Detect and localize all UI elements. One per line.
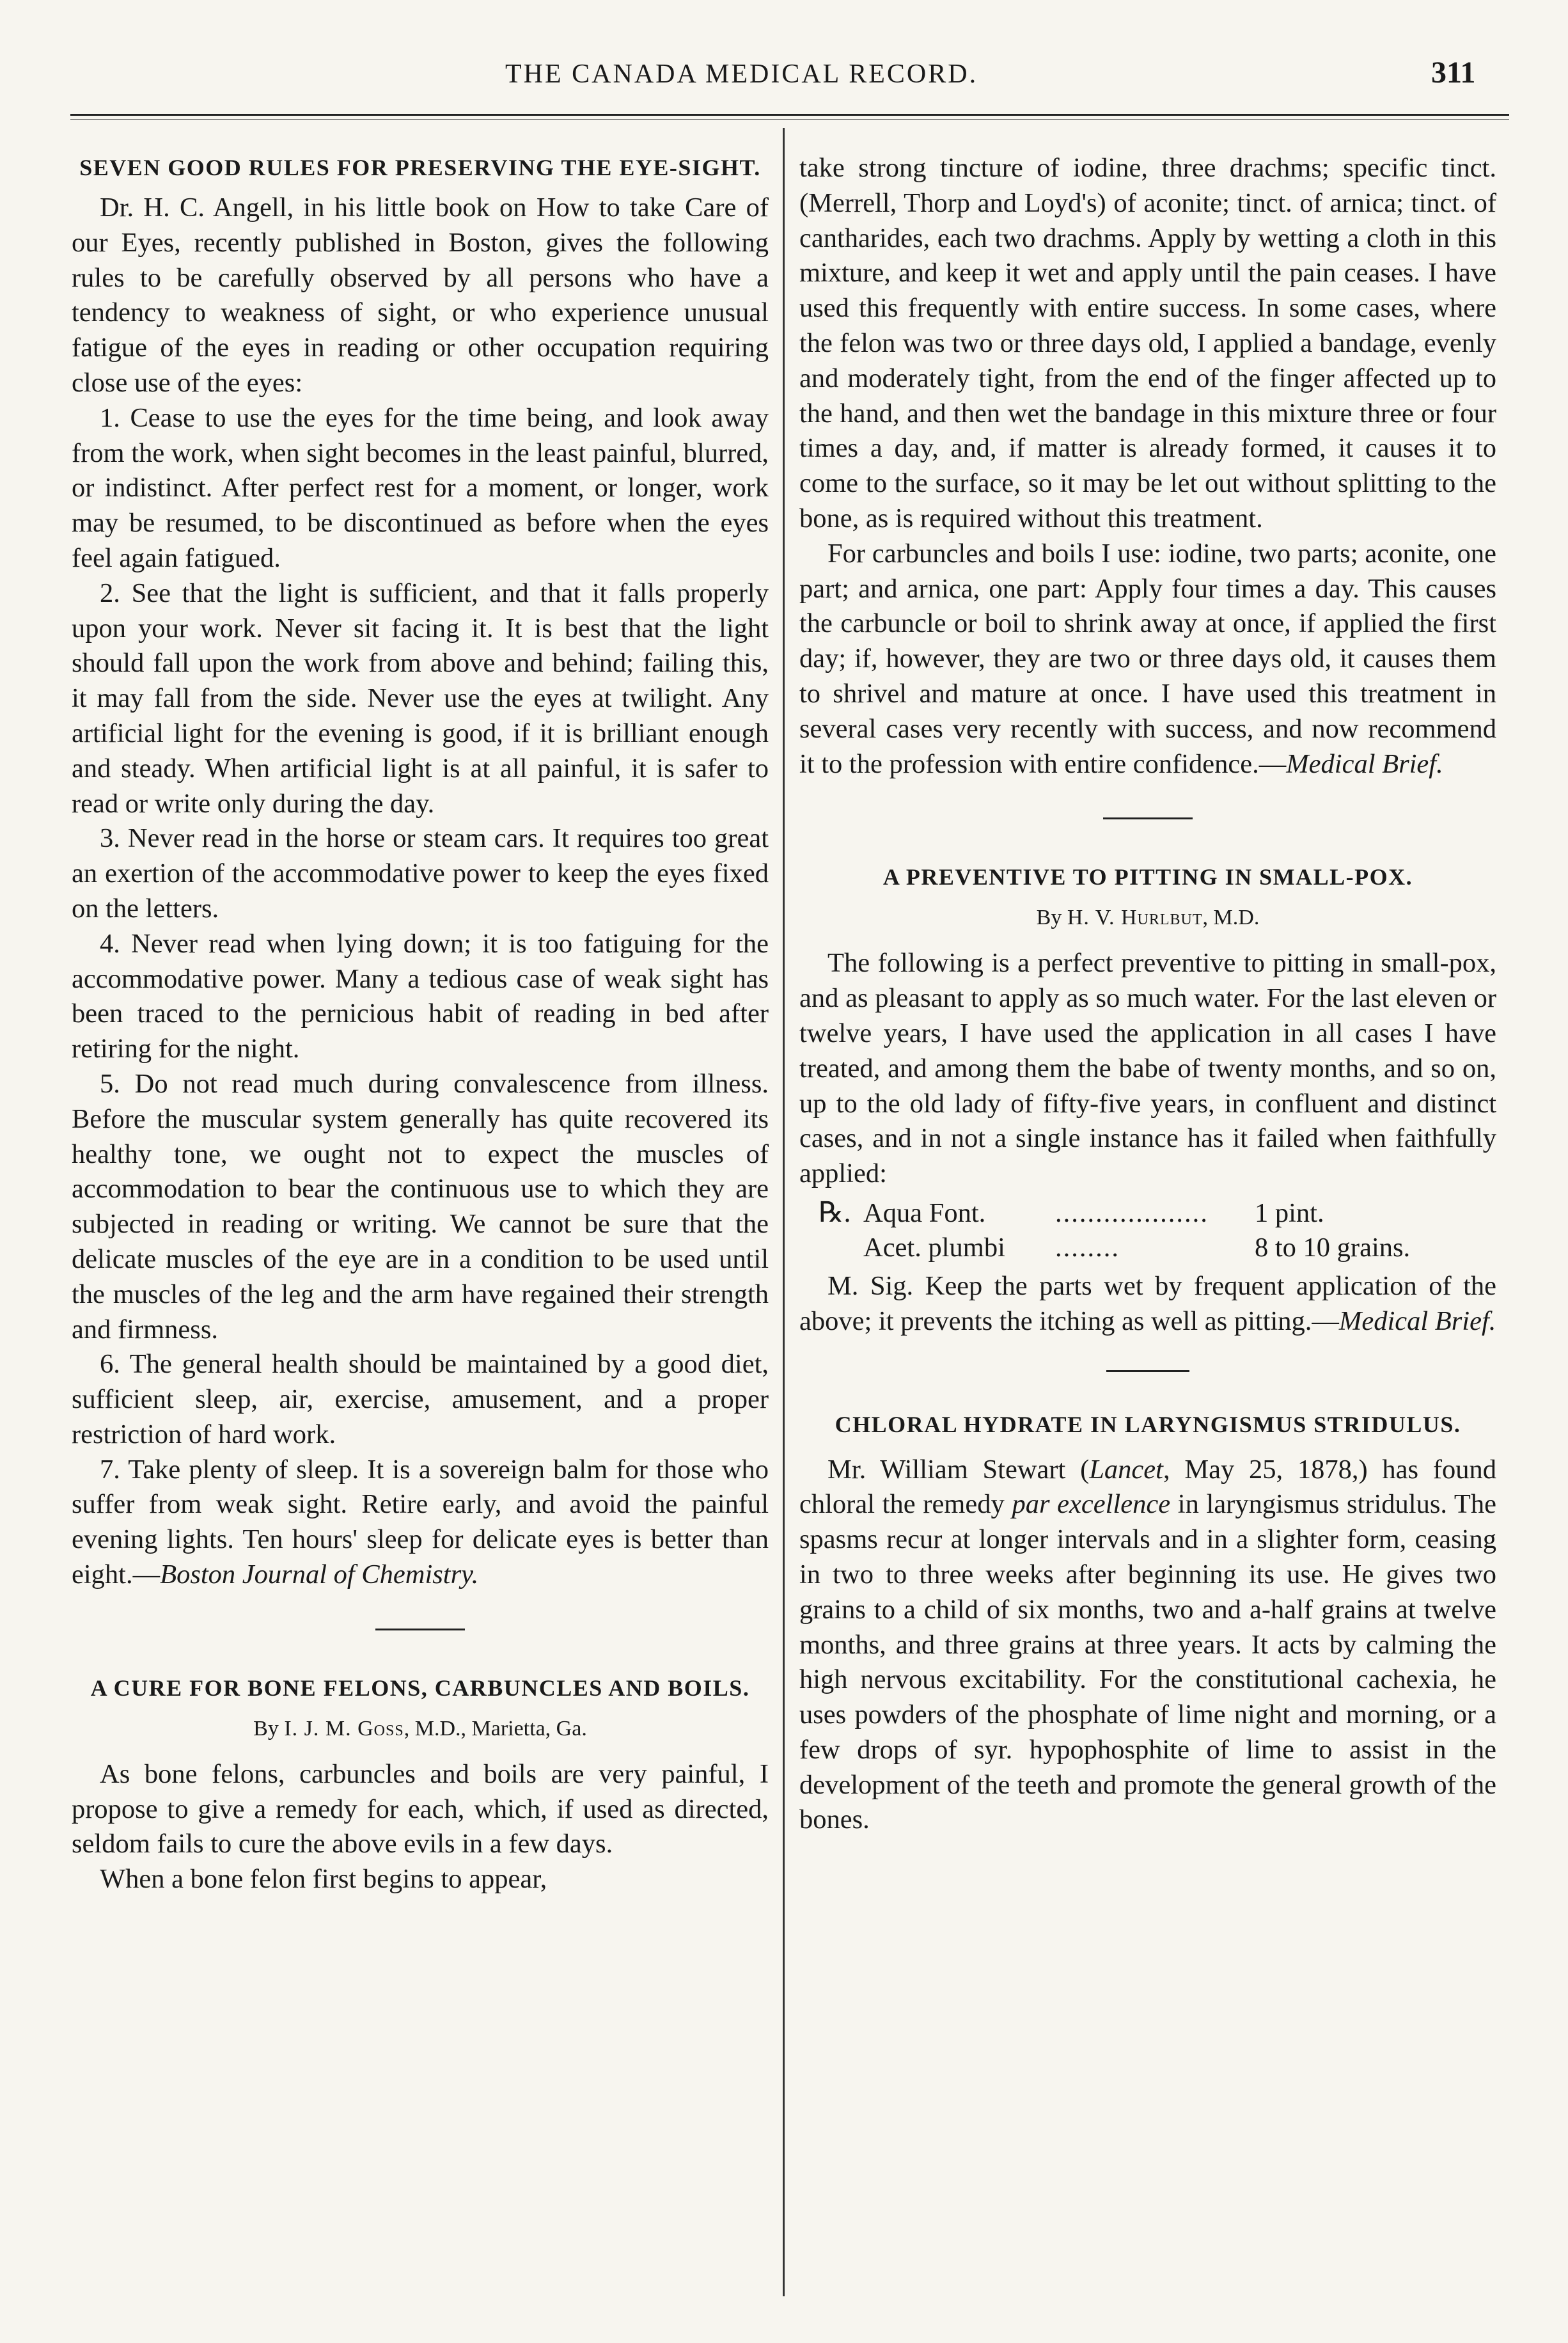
section-separator (1106, 1370, 1189, 1372)
rx-dose: 1 pint. (1255, 1197, 1324, 1228)
page-header (0, 55, 1568, 106)
paragraph-smallpox-1: The following is a perfect preventive to pitting in small-pox, and as pleasant to apply as so much water. For the last eleven or twelve years, I have used the application in all cases I have treated, and among them the babe of twenty months, and so on, up to the old lady of fifty-five years, in confluent and distinct cases, and in not a single instance has it failed when faithfully applied: (799, 948, 1496, 1189)
paragraph-felons-1: As bone felons, carbuncles and boils are very painful, I propose to give a remedy for each, which, if used as directed, seldom fails to cure the above evils in a few days. (72, 1758, 769, 1859)
left-column (72, 151, 769, 1897)
byline-author: H. V. Hurlbut (1067, 906, 1203, 930)
paragraph-smallpox-2 (799, 1269, 1496, 1339)
chloral-text-b: , May 25, 1878,) has found chloral the remedy (799, 1454, 1496, 1520)
rule-7-text: 7. Take plenty of sleep. It is a sovereign balm for those who suffer from weak sight. Retire early, and avoid the painful evening lights. Ten hours' sleep for delicate eyes is better than eight.— (72, 1454, 769, 1590)
section-separator (1103, 817, 1193, 819)
rule-5: 5. Do not read much during convalescence from illness. Before the muscular system generally has quite recovered its healthy tone, we ought not to expect the muscles of accommodation to bear the continuous use to which they are subjected in reading or writing. We cannot be sure that the delicate muscles of the eye are in a condition to be used until the muscles of the leg and the arm have regained their strength and firmness. (72, 1068, 769, 1345)
paragraph-felons-2-start: When a bone felon first begins to appear, (100, 1864, 547, 1895)
section-separator (375, 1629, 465, 1630)
byline-hurlbut (799, 899, 1496, 937)
carbuncles-source: Medical Brief. (1286, 748, 1443, 779)
header-rule-thin (70, 119, 1509, 120)
rx-dots: ........ (1055, 1232, 1120, 1263)
prescription-row (799, 1195, 1496, 1231)
byline-suffix: , M.D., Marietta, Ga. (404, 1716, 587, 1740)
paragraph-carbuncles (799, 537, 1496, 782)
paragraph-intro: Dr. H. C. Angell, in his little book on How to take Care of our Eyes, recently published in Boston, gives the following rules to be carefully observed by all persons who have a tendency to weakness of sight, or who experience unusual fatigue of the eyes in reading or other occupation requiring close use of the eyes: (72, 193, 769, 398)
header-rule (70, 114, 1509, 116)
rule-6: 6. The general health should be maintained by a good diet, sufficient sleep, air, exercise, amusement, and a proper restriction of hard work. (72, 1349, 769, 1449)
prescription-row (799, 1231, 1496, 1265)
column-divider (783, 128, 785, 2296)
rx-dose: 8 to 10 grains. (1255, 1232, 1411, 1263)
rule-3: 3. Never read in the horse or steam cars. It requires too great an exertion of the accommodative power to keep the eyes fixed on the letters. (72, 823, 769, 924)
rx-symbol: ℞. (819, 1196, 851, 1228)
rule-2: 2. See that the light is sufficient, and that it falls properly upon your work. Never sit facing it. It is best that the light should fall upon the work from above and behind; failing this, it may fall from the side. Never use the eyes at twilight. Any artificial light for the evening is good, if it is brilliant enough and steady. When artificial light is at all painful, it is safer to read or write only during the day. (72, 578, 769, 819)
byline-suffix: , M.D. (1202, 906, 1260, 930)
rx-dots: ................... (1055, 1197, 1209, 1228)
rule-7 (72, 1453, 769, 1593)
paragraph-chloral (799, 1453, 1496, 1838)
right-column (799, 151, 1496, 1838)
chloral-text-c: in laryngismus stridulus. The spasms recur at longer intervals and in a slighter form, ceasing in two to three weeks after beginning its use. He gives two grains to a child of six months, two and a-half grains at twelve months, and three grains at three years. It acts by calming the high nervous excitability. For the constitutional cachexia, he uses powders of the phosphate of lime night and morning, or a few drops of syr. hypophosphite of lime to assist in the development of the teeth and promote the general growth of the bones. (799, 1489, 1496, 1835)
byline-prefix: By (253, 1716, 285, 1740)
page-number: 311 (1431, 56, 1476, 90)
article-title-eyesight: SEVEN GOOD RULES FOR PRESERVING THE EYE-SIGHT. (79, 155, 761, 180)
chloral-text-a: Mr. William Stewart ( (827, 1454, 1090, 1485)
smallpox-text: M. Sig. Keep the parts wet by frequent application of the above; it prevents the itching as well as pitting.— (799, 1270, 1496, 1336)
paragraph-felons-2-cont: take strong tincture of iodine, three drachms; specific tinct. (Merrell, Thorp and Loyd's) of aconite; tinct. of arnica; tinct. of cantharides, each two drachms. Apply by wetting a cloth in this mixture, and keep it wet and apply until the pain ceases. I have used this frequently with entire success. In some cases, where the felon was two or three days old, I applied a bandage, evenly and moderately tight, from the end of the finger affected up to the hand, and then wet the bandage in this mixture three or four times a day, and, if matter is already formed, it causes it to come to the surface, so it may be let out without splitting to the bone, as is required without this treatment. (799, 153, 1496, 533)
rx-drug: Aqua Font. (863, 1197, 986, 1228)
chloral-par-excellence: par excellence (1012, 1489, 1171, 1520)
chloral-lancet: Lancet (1089, 1454, 1163, 1485)
rule-7-source: Boston Journal of Chemistry. (160, 1559, 479, 1590)
article-title-felons: A CURE FOR BONE FELONS, CARBUNCLES AND BOILS. (90, 1675, 750, 1701)
rx-drug: Acet. plumbi (863, 1232, 1005, 1263)
article-title-chloral: CHLORAL HYDRATE IN LARYNGISMUS STRIDULUS. (835, 1411, 1461, 1437)
rule-1: 1. Cease to use the eyes for the time being, and look away from the work, when sight becomes in the least painful, blurred, or indistinct. After perfect rest for a moment, or longer, work may be resumed, to be discontinued as before when the eyes feel again fatigued. (72, 402, 769, 573)
prescription (799, 1195, 1496, 1265)
byline-prefix: By (1036, 906, 1067, 930)
byline-goss (72, 1710, 769, 1748)
running-title: THE CANADA MEDICAL RECORD. (505, 59, 978, 89)
carbuncles-text: For carbuncles and boils I use: iodine, two parts; aconite, one part; and arnica, one part: Apply four times a day. This causes the carbuncle or boil to shrink away at once, if applied the first day; if, however, they are two or three days old, it causes them to shrivel and mature at once. I have used this treatment in several cases very recently with success, and now recommend it to the profession with entire confidence.— (799, 538, 1496, 779)
rule-4: 4. Never read when lying down; it is too fatiguing for the accommodative power. Many a tedious case of weak sight has been traced to the pernicious habit of reading in bed after retiring for the night. (72, 928, 769, 1064)
article-title-smallpox: A PREVENTIVE TO PITTING IN SMALL-POX. (882, 864, 1413, 890)
byline-author: I. J. M. Goss (284, 1716, 404, 1740)
smallpox-source: Medical Brief. (1338, 1306, 1496, 1336)
